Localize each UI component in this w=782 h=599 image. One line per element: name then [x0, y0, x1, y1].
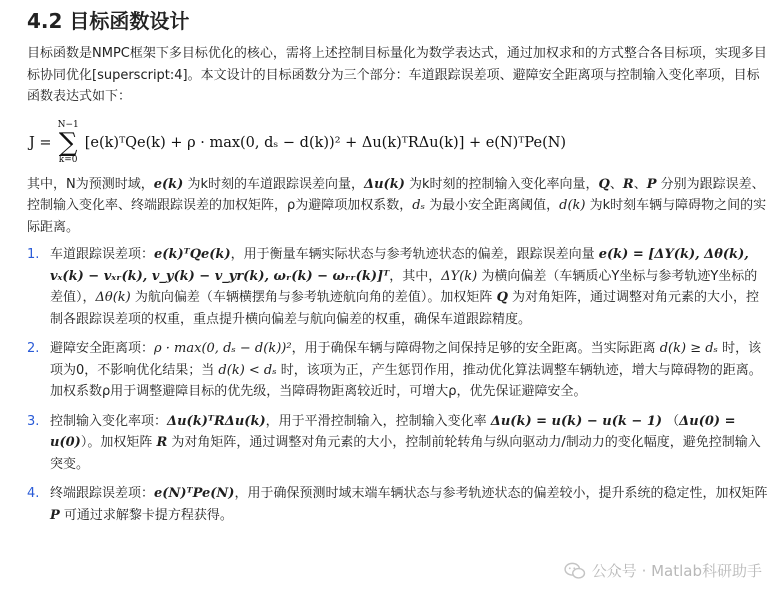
math-inline: R	[622, 176, 634, 192]
explanation-text: 为k时刻的控制输入变化率向量，	[409, 176, 599, 192]
item-text: （	[666, 413, 680, 429]
list-item	[27, 244, 768, 330]
list-number: 2.	[27, 341, 40, 356]
math-inline: R	[156, 435, 168, 450]
math-inline: e(N)ᵀPe(N)	[154, 486, 235, 501]
item-text: ）。加权矩阵	[80, 435, 153, 450]
item-text: 为航向偏差（车辆横摆角与参考轨迹航向角的差值）。加权矩阵	[134, 290, 493, 305]
math-inline: Q	[598, 176, 610, 192]
intro-paragraph: 目标函数是NMPC框架下多目标优化的核心，需将上述控制目标量化为数学表达式，通过加权求和的方式整合各目标项，实现多目标协同优化[superscript:4]。本文设计的目标函数分为三个部分：车道跟踪误差项、避障安全距离项与控制输入变化率项，目标函数表达式如下：	[27, 46, 767, 104]
math-inline: P	[50, 507, 60, 523]
formula-lhs: J =	[29, 134, 52, 151]
item-text: ，用于平滑控制输入，控制输入变化率	[265, 413, 487, 429]
math-inline: e(k)ᵀQe(k)	[154, 247, 231, 262]
item-text: ，用于衡量车辆实际状态与参考轨迹状态的偏差，跟踪误差向量	[230, 247, 595, 262]
math-inline: Δu(k)	[364, 176, 405, 192]
item-text: 车道跟踪误差项：	[50, 247, 155, 262]
math-inline: Δθ(k)	[95, 290, 131, 305]
list-item	[27, 483, 768, 526]
item-text: 时，该项为0，不影响优化结果；当	[50, 341, 762, 378]
list-item-text	[50, 411, 768, 476]
item-text: 为横向偏差（车辆质心Y坐标与参考轨迹Y坐标的差值），	[50, 268, 758, 305]
math-inline: Δu(k) = u(k) − u(k − 1)	[490, 413, 663, 429]
explanation-text: 为k时刻的车道跟踪误差向量，	[187, 176, 364, 192]
item-text: 控制输入变化率项：	[50, 413, 168, 429]
item-text: 终端跟踪误差项：	[50, 486, 155, 501]
sum-operator	[58, 121, 79, 165]
math-inline: ΔY(k)	[441, 268, 478, 284]
list-number: 3.	[27, 413, 40, 429]
math-inline: P	[646, 176, 657, 192]
math-inline: d(k) ≥ dₛ	[659, 341, 718, 356]
list-item	[27, 411, 768, 476]
explanation-text: 其中，N为预测时域，	[27, 176, 154, 192]
watermark	[564, 560, 762, 581]
item-text: 可通过求解黎卡提方程获得。	[63, 507, 233, 523]
math-inline: Δu(k)ᵀRΔu(k)	[167, 413, 266, 429]
watermark-text: 公众号 · Matlab科研助手	[591, 562, 762, 580]
wechat-icon	[564, 562, 586, 580]
item-text: 时，该项为正，产生惩罚作用，推动优化算法调整车辆轨迹，增大与障碍物的距离。加权系数ρ用于调整避障目标的优先级，当障碍物距离较近时，可增大ρ，优先保证避障安全。	[50, 362, 762, 399]
explanation-text: 为k时刻车辆与障碍物之间的实际距离。	[27, 198, 767, 235]
math-inline: Q	[496, 290, 508, 305]
section-title: 4.2 目标函数设计	[27, 9, 190, 33]
list-item-text	[50, 244, 768, 330]
term-list	[27, 244, 768, 526]
item-text: ，用于确保预测时域末端车辆状态与参考轨迹状态的偏差较小，提升系统的稳定性，加权矩阵	[234, 486, 768, 501]
math-inline: ρ · max(0, dₛ − d(k))²	[154, 341, 292, 356]
explanation-text: 、	[609, 176, 623, 192]
list-number: 1.	[27, 247, 40, 262]
explanation-text: 、	[633, 176, 647, 192]
formula-body: [e(k)ᵀQe(k) + ρ · max(0, dₛ − d(k))² + Δu(k)ᵀRΔu(k)] + e(N)ᵀPe(N)	[84, 134, 567, 151]
sum-upper-limit: N−1	[57, 119, 79, 130]
math-inline: dₛ	[412, 198, 425, 213]
item-text: 为对角矩阵，通过调整对角元素的大小，控制前轮转角与纵向驱动力/制动力的变化幅度，避免控制输入突变。	[50, 435, 761, 472]
item-text: 避障安全距离项：	[50, 341, 155, 356]
item-text: ，用于确保车辆与障碍物之间保持足够的安全距离。当实际距离	[291, 341, 656, 356]
math-inline: d(k) < dₛ	[218, 362, 277, 378]
explanation-text: 为最小安全距离阈值，	[429, 198, 560, 213]
explanation-text: 分别为跟踪误差、控制输入变化率、终端跟踪误差的加权矩阵，ρ为避障项加权系数，	[27, 176, 765, 213]
objective-formula	[27, 112, 768, 174]
sum-lower-limit: k=0	[58, 154, 78, 165]
list-number: 4.	[27, 486, 40, 501]
math-inline: e(k)	[153, 176, 184, 192]
math-inline: e(k) = [ΔY(k), Δθ(k), vₓ(k) − vₓᵣ(k), v_y(k) − v_yr(k), ωᵣ(k) − ωᵣᵣ(k)]ᵀ	[50, 247, 749, 284]
list-item-text	[50, 338, 768, 403]
list-item-text	[50, 483, 768, 526]
sigma-symbol: ∑	[58, 127, 78, 158]
item-text: ，其中，	[389, 268, 442, 284]
item-text: 为对角矩阵，通过调整对角元素的大小，控制各跟踪误差项的权重，重点提升横向偏差与航向偏差的权重，确保车道跟踪精度。	[50, 290, 760, 327]
math-inline: Δu(0) = u(0)	[50, 413, 736, 450]
explanation-paragraph	[27, 174, 768, 239]
list-item	[27, 338, 768, 403]
math-inline: d(k)	[559, 198, 586, 213]
